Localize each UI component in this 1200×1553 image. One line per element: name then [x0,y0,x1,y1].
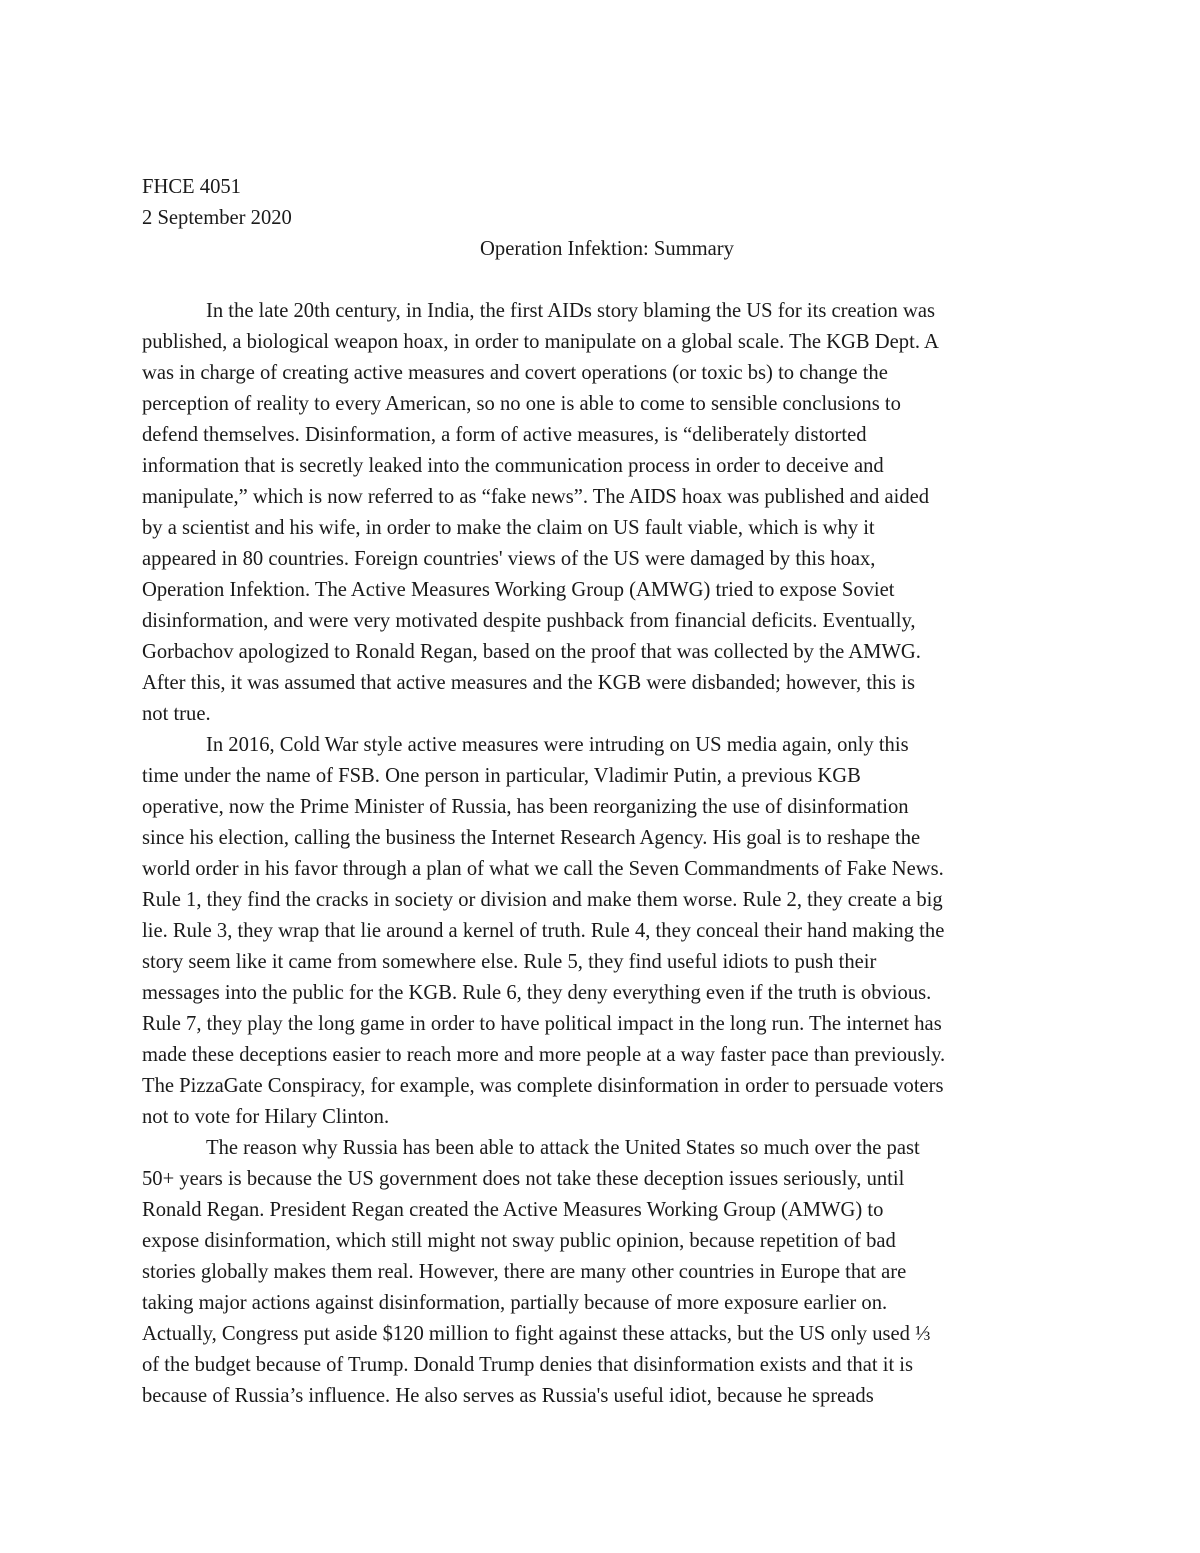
paragraph-line: In 2016, Cold War style active measures were intruding on US media again, only this [206,734,909,756]
paragraph-line: defend themselves. Disinformation, a form of active measures, is “deliberately distorted [142,424,867,446]
blank-line [142,265,1072,296]
paragraph-line: made these deceptions easier to reach more and more people at a way faster pace than previously. [142,1044,946,1066]
paragraph-line: because of Russia’s influence. He also serves as Russia's useful idiot, because he spreads [142,1385,874,1407]
paragraph-line: since his election, calling the business the Internet Research Agency. His goal is to reshape the [142,827,921,849]
paragraph-1 [142,296,1072,730]
paragraph-line: Gorbachov apologized to Ronald Regan, based on the proof that was collected by the AMWG. [142,641,921,663]
paragraph-line: information that is secretly leaked into the communication process in order to deceive and [142,455,884,477]
paragraph-line: disinformation, and were very motivated despite pushback from financial deficits. Eventually, [142,610,916,632]
document-title: Operation Infektion: Summary [480,238,734,260]
paragraph-line: of the budget because of Trump. Donald Trump denies that disinformation exists and that it is [142,1354,914,1376]
paragraph-line: lie. Rule 3, they wrap that lie around a kernel of truth. Rule 4, they conceal their hand making the [142,920,945,942]
paragraph-line: perception of reality to every American, so no one is able to come to sensible conclusions to [142,393,901,415]
paragraph-line: After this, it was assumed that active measures and the KGB were disbanded; however, this is [142,672,915,694]
paragraph-3 [142,1133,1072,1412]
document-body [142,172,1072,1412]
paragraph-line: The PizzaGate Conspiracy, for example, was complete disinformation in order to persuade voters [142,1075,944,1097]
paragraph-line: messages into the public for the KGB. Rule 6, they deny everything even if the truth is obvious. [142,982,932,1004]
paragraph-line: not to vote for Hilary Clinton. [142,1106,390,1128]
paragraphs-container [142,296,1072,1412]
paragraph-line: taking major actions against disinformation, partially because of more exposure earlier on. [142,1292,888,1314]
course-line: FHCE 4051 [142,176,241,198]
paragraph-2 [142,730,1072,1133]
paragraph-line: not true. [142,703,211,725]
paragraph-line: The reason why Russia has been able to attack the United States so much over the past [206,1137,920,1159]
paragraph-line: Actually, Congress put aside $120 million to fight against these attacks, but the US only used ⅓ [142,1323,931,1345]
paragraph-line: appeared in 80 countries. Foreign countries' views of the US were damaged by this hoax, [142,548,876,570]
paragraph-line: expose disinformation, which still might not sway public opinion, because repetition of bad [142,1230,896,1252]
paragraph-line: manipulate,” which is now referred to as “fake news”. The AIDS hoax was published and aided [142,486,930,508]
date-line: 2 September 2020 [142,207,292,229]
paragraph-line: Ronald Regan. President Regan created the Active Measures Working Group (AMWG) to [142,1199,884,1221]
paragraph-line: operative, now the Prime Minister of Russia, has been reorganizing the use of disinformation [142,796,909,818]
paragraph-line: time under the name of FSB. One person in particular, Vladimir Putin, a previous KGB [142,765,861,787]
paragraph-line: by a scientist and his wife, in order to make the claim on US fault viable, which is why it [142,517,875,539]
paragraph-line: story seem like it came from somewhere else. Rule 5, they find useful idiots to push their [142,951,877,973]
paragraph-line: In the late 20th century, in India, the first AIDs story blaming the US for its creation was [206,300,936,322]
paragraph-line: world order in his favor through a plan of what we call the Seven Commandments of Fake News. [142,858,944,880]
paragraph-line: 50+ years is because the US government does not take these deception issues seriously, until [142,1168,905,1190]
paragraph-line: was in charge of creating active measures and covert operations (or toxic bs) to change the [142,362,888,384]
paragraph-line: published, a biological weapon hoax, in order to manipulate on a global scale. The KGB Dept. A [142,331,939,353]
paragraph-line: Operation Infektion. The Active Measures Working Group (AMWG) tried to expose Soviet [142,579,895,601]
paragraph-line: Rule 7, they play the long game in order to have political impact in the long run. The internet has [142,1013,942,1035]
paragraph-line: stories globally makes them real. However, there are many other countries in Europe that are [142,1261,907,1283]
paragraph-line: Rule 1, they find the cracks in society or division and make them worse. Rule 2, they create a big [142,889,943,911]
